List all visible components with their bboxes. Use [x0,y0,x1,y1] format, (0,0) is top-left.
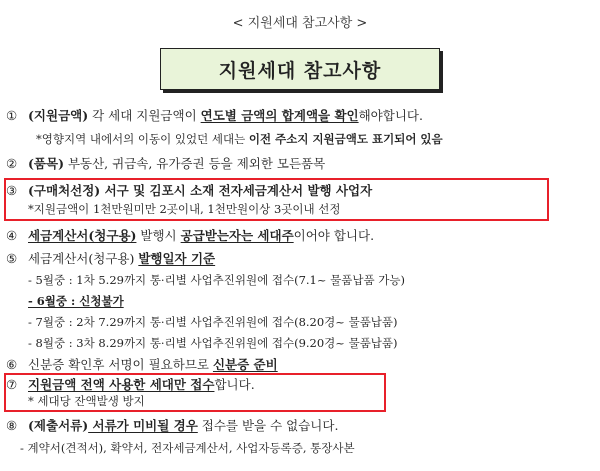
item-heading: (지원금액) [28,108,89,123]
item-number: ⑥ [6,357,18,372]
item-6 [6,357,278,373]
item-8-note: - 계약서(견적서), 확약서, 전자세금계산서, 사업자등록증, 통장사본 [20,441,355,455]
item-text: 이어야 합니다. [293,228,375,243]
item-number: ⑤ [6,251,18,266]
item-text: 부동산, 귀금속, 유가증권 등을 제외한 모든품목 [63,156,326,171]
item-number: ⑧ [6,418,18,433]
schedule-row: - 7월중 : 2차 7.29까지 통·리별 사업추진위원에 접수(8.20경~ 물품납품) [28,315,398,329]
schedule-row: - 5월중 : 1차 5.29까지 통·리별 사업추진위원에 접수(7.1~ 물품납품 가능) [28,273,405,287]
item-emphasis: 서류가 미비될 경우 [88,418,198,433]
note-emphasis: 이전 주소지 지원금액도 표기되어 있음 [248,132,443,146]
item-text: 각 세대 지원금액이 [88,108,201,123]
item-text: 신분증 확인후 서명이 필요하므로 [28,357,213,372]
schedule-row: - 6월중 : 신청불가 [28,294,124,308]
item-2 [6,156,325,172]
item-heading: 세금계산서(청구용) [28,228,137,243]
item-emphasis: 연도별 금액의 합계액을 확인 [200,108,359,123]
item-heading: (품목) [28,156,64,171]
item-5 [6,251,215,267]
item-emphasis: 지원금액 전액 사용한 세대만 접수 [28,377,215,392]
item-text: 세금계산서(청구용) [28,251,139,266]
item-emphasis: 신분증 준비 [212,357,278,372]
item-7-note: * 세대당 잔액발생 방지 [28,394,145,408]
item-1 [6,108,423,124]
item-8 [6,418,338,434]
item-3-note: *지원금액이 1천만원미만 2곳이내, 1천만원이상 3곳이내 선정 [28,202,341,216]
item-heading: (구매처선정) [28,183,101,198]
page-caption: < 지원세대 참고사항 > [232,16,368,31]
item-number: ② [6,156,18,171]
item-text: 서구 및 김포시 소재 전자세금계산서 발행 사업자 [100,183,373,198]
item-1-note [36,131,443,147]
page-title-text: 지원세대 참고사항 [218,59,382,82]
item-number: ④ [6,228,18,243]
item-7 [6,377,255,393]
item-text: 발행시 [136,228,181,243]
item-3 [6,183,372,199]
item-number: ① [6,108,18,123]
item-text: 합니다. [214,377,255,392]
item-emphasis: 공급받는자는 세대주 [180,228,294,243]
item-heading: (제출서류) [28,418,89,433]
page-title [160,48,440,90]
item-4 [6,228,374,244]
note-text: *영향지역 내에서의 이동이 있었던 세대는 [36,132,249,146]
item-emphasis: 발행일자 기준 [138,251,216,266]
item-number: ⑦ [6,377,18,392]
schedule-row: - 8월중 : 3차 8.29까지 통·리별 사업추진위원에 접수(9.20경~ 물품납품) [28,336,398,350]
item-text: 접수를 받을 수 없습니다. [197,418,339,433]
item-number: ③ [6,183,18,198]
item-text: 해야합니다. [358,108,423,123]
